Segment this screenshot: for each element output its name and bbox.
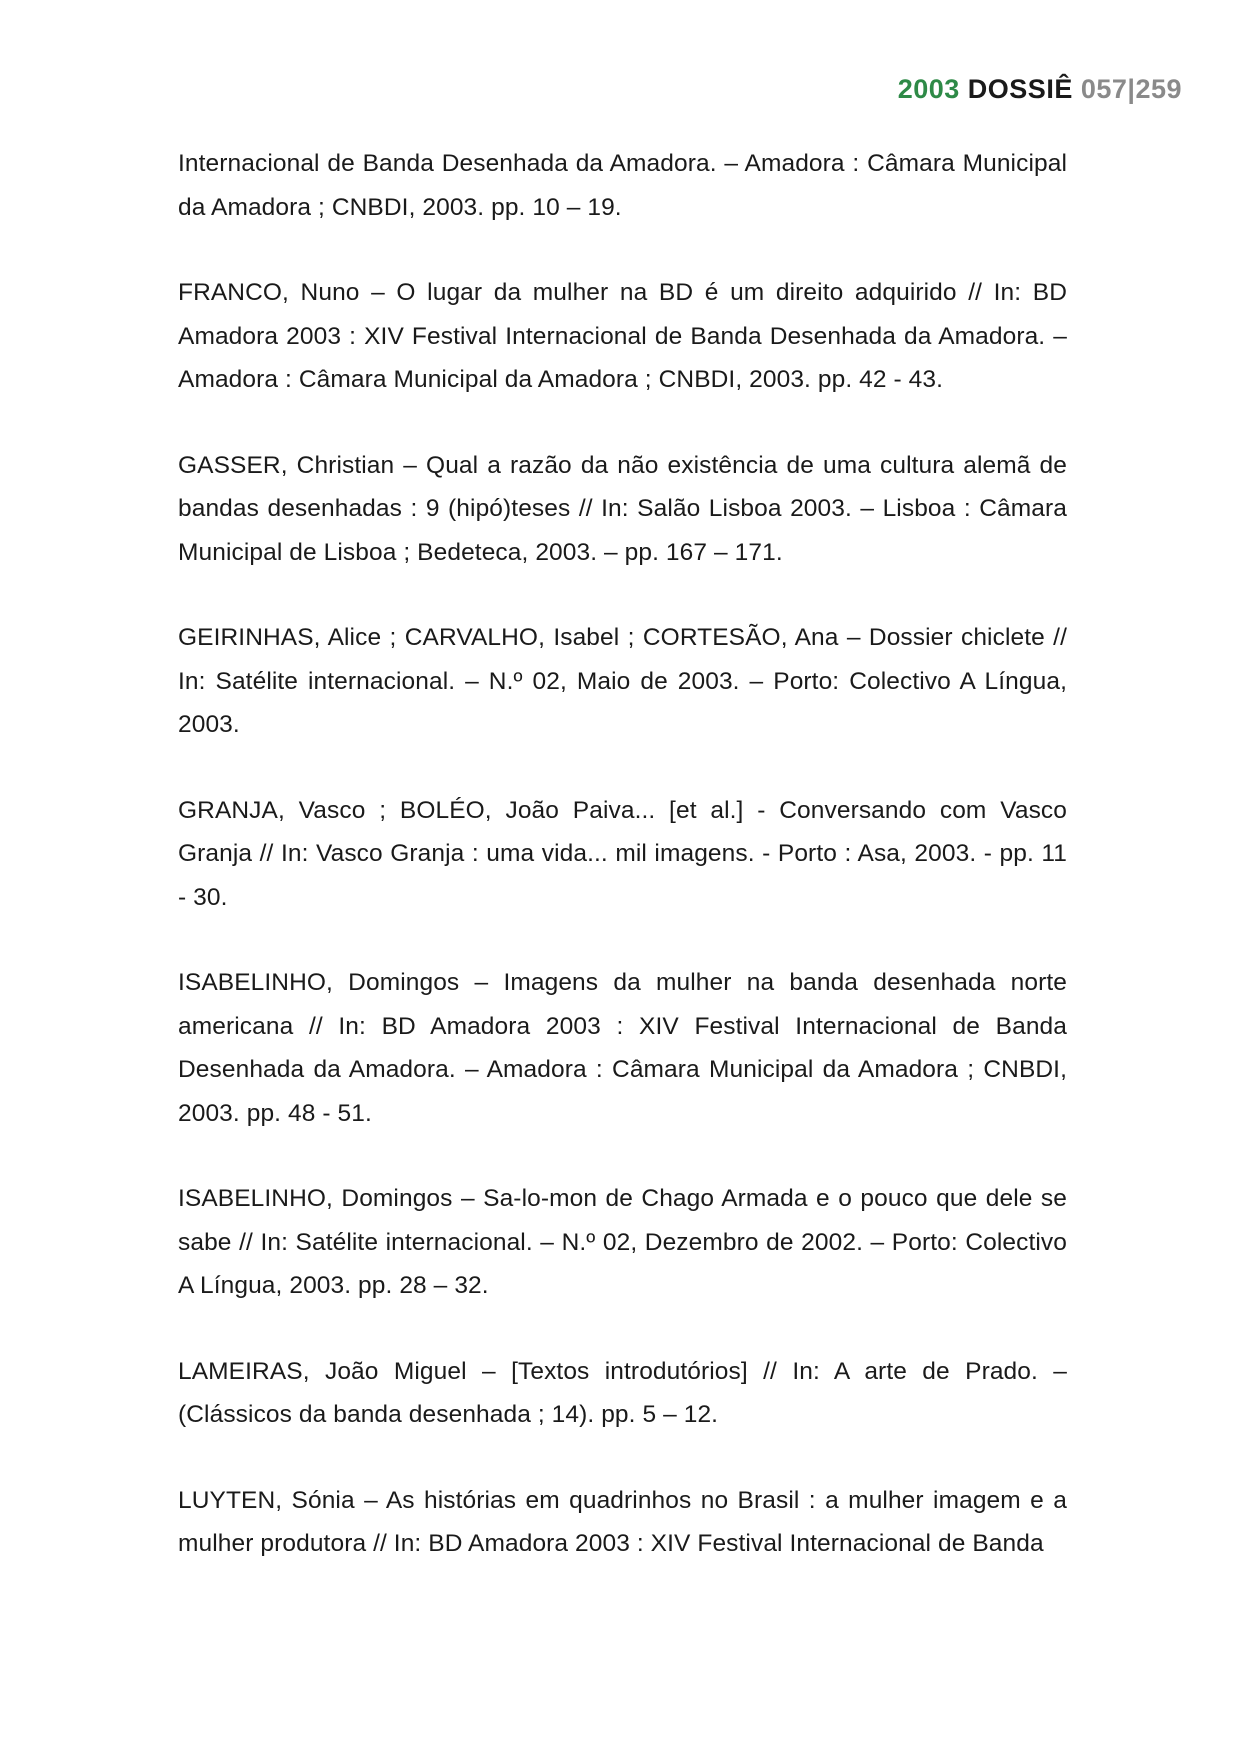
bibliography-list [178,142,1067,1608]
bibliography-entry: Internacional de Banda Desenhada da Amadora. – Amadora : Câmara Municipal da Amadora ; CNBDI, 2003. pp. 10 – 19. [178,150,1067,221]
bibliography-entry: LAMEIRAS, João Miguel – [Textos introdutórios] // In: A arte de Prado. – (Clássicos da banda desenhada ; 14). pp. 5 – 12. [178,1357,1067,1428]
bibliography-entry: GEIRINHAS, Alice ; CARVALHO, Isabel ; CORTESÃO, Ana – Dossier chiclete // In: Satélite internacional. – N.º 02, Maio de 2003. – Porto: Colectivo A Língua, 2003. [178,624,1067,738]
header-year: 2003 [897,74,960,104]
bibliography-entry: GASSER, Christian – Qual a razão da não existência de uma cultura alemã de bandas desenhadas : 9 (hipó)teses // In: Salão Lisboa 2003. – Lisboa : Câmara Municipal de Lisboa ; Bedeteca, 2003. – pp. 167 – 171. [178,451,1067,566]
bibliography-entry: ISABELINHO, Domingos – Imagens da mulher na banda desenhada norte americana // In: BD Amadora 2003 : XIV Festival Internacional de Banda Desenhada da Amadora. – Amadora : Câmara Municipal da Amadora ; CNBDI, 2003. pp. 48 - 51. [178,969,1067,1127]
header-title: DOSSIÊ [967,74,1073,104]
header-page-number: 057|259 [1080,74,1182,104]
bibliography-entry: ISABELINHO, Domingos – Sa-lo-mon de Chago Armada e o pouco que dele se sabe // In: Satélite internacional. – N.º 02, Dezembro de 2002. – Porto: Colectivo A Língua, 2003. pp. 28 – 32. [178,1185,1067,1299]
page-header [898,74,1182,105]
bibliography-entry: LUYTEN, Sónia – As histórias em quadrinhos no Brasil : a mulher imagem e a mulher produtora // In: BD Amadora 2003 : XIV Festival Internacional de Banda [178,1486,1067,1557]
bibliography-entry: GRANJA, Vasco ; BOLÉO, João Paiva... [et al.] - Conversando com Vasco Granja // In: Vasco Granja : uma vida... mil imagens. - Porto : Asa, 2003. - pp. 11 - 30. [178,796,1067,911]
bibliography-entry: FRANCO, Nuno – O lugar da mulher na BD é um direito adquirido // In: BD Amadora 2003 : XIV Festival Internacional de Banda Desenhada da Amadora. – Amadora : Câmara Municipal da Amadora ; CNBDI, 2003. pp. 42 - 43. [178,279,1067,393]
